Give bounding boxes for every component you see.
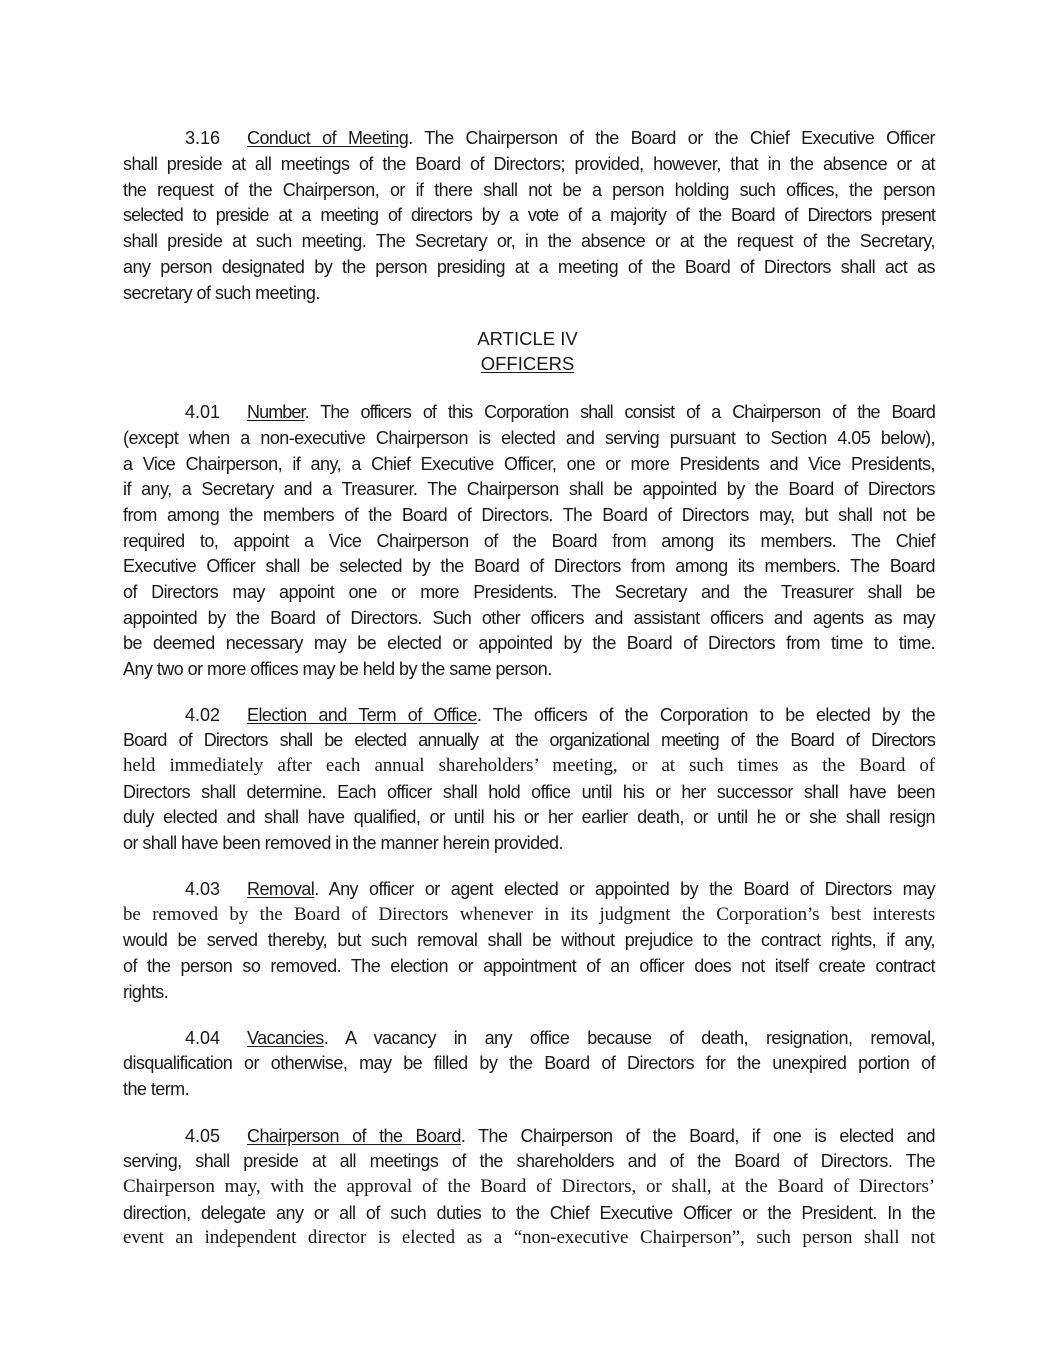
section-number: 4.03 [185, 879, 221, 899]
article-title [0, 353, 1055, 375]
paragraph-line: of the person so removed. The election or appointment of an officer does not itself create contract [123, 956, 935, 976]
paragraph-line: Executive Officer shall be selected by the Board of Directors from among its members. The Board [123, 556, 935, 576]
paragraph-line: Chairperson may, with the approval of the Board of Directors, or shall, at the Board of Directors’ [123, 1176, 935, 1197]
line-text: . The officers of this Corporation shall consist of a Chairperson of the Board [304, 402, 935, 422]
article-label: ARTICLE IV [477, 328, 578, 349]
paragraph-line: the request of the Chairperson, or if there shall not be a person holding such offices, the person [123, 180, 935, 200]
paragraph-line [185, 127, 935, 149]
line-text: . Any officer or agent elected or appointed by the Board of Directors may [314, 879, 935, 899]
paragraph-line: be deemed necessary may be elected or appointed by the Board of Directors from time to time. [123, 633, 935, 653]
section-title: Number [247, 402, 305, 422]
paragraph-line: the term. [123, 1079, 190, 1099]
paragraph-line: appointed by the Board of Directors. Such other officers and assistant officers and agents as may [123, 608, 935, 628]
paragraph-line: event an independent director is elected as a “non-executive Chairperson”, such person shall not [123, 1227, 935, 1248]
paragraph-line [185, 878, 935, 900]
line-text: . The Chairperson of the Board, if one is elected and [460, 1126, 936, 1146]
paragraph-line: direction, delegate any or all of such duties to the Chief Executive Officer or the President. In the [123, 1203, 935, 1223]
paragraph-line [185, 401, 935, 423]
paragraph-line: would be served thereby, but such removal shall be without prejudice to the contract rights, if any, [123, 930, 935, 950]
paragraph-line: required to, appoint a Vice Chairperson of the Board from among its members. The Chief [123, 531, 935, 551]
section-number: 4.01 [185, 402, 221, 422]
paragraph-line: selected to preside at a meeting of directors by a vote of a majority of the Board of Directors present [123, 205, 935, 225]
paragraph-line: a Vice Chairperson, if any, a Chief Executive Officer, one or more Presidents and Vice Presidents, [123, 454, 935, 474]
paragraph-line: shall preside at all meetings of the Board of Directors; provided, however, that in the absence or at [123, 154, 935, 174]
section-number: 4.04 [185, 1028, 221, 1048]
paragraph-line [185, 1027, 935, 1049]
paragraph-line: held immediately after each annual shareholders’ meeting, or at such times as the Board of [123, 755, 935, 776]
section-number: 4.02 [185, 705, 221, 725]
paragraph-line: rights. [123, 982, 169, 1002]
section-number: 4.05 [185, 1126, 221, 1146]
paragraph-line: serving, shall preside at all meetings of the shareholders and of the Board of Directors. The [123, 1151, 935, 1171]
line-text: . A vacancy in any office because of death, resignation, removal, [323, 1028, 935, 1048]
paragraph-line [185, 704, 935, 726]
section-title: Election and Term of Office [247, 705, 477, 725]
section-title: Vacancies [247, 1028, 324, 1048]
paragraph-line: disqualification or otherwise, may be filled by the Board of Directors for the unexpired portion of [123, 1053, 935, 1073]
paragraph-line: duly elected and shall have qualified, or until his or her earlier death, or until he or she shall resign [123, 807, 935, 827]
paragraph-line: of Directors may appoint one or more Presidents. The Secretary and the Treasurer shall be [123, 582, 935, 602]
article-title-text: OFFICERS [480, 353, 575, 374]
paragraph-line: Directors shall determine. Each officer shall hold office until his or her successor shall have been [123, 782, 935, 802]
section-title: Conduct of Meeting [247, 128, 409, 148]
line-text: . The Chairperson of the Board or the Chief Executive Officer [408, 128, 935, 148]
line-text: . The officers of the Corporation to be elected by the [476, 705, 935, 725]
paragraph-line: or shall have been removed in the manner herein provided. [123, 833, 563, 853]
paragraph-line: shall preside at such meeting. The Secretary or, in the absence or at the request of the Secretary, [123, 231, 935, 251]
paragraph-line [185, 1125, 935, 1147]
paragraph-line: any person designated by the person presiding at a meeting of the Board of Directors shall act as [123, 257, 935, 277]
section-number: 3.16 [185, 128, 221, 148]
paragraph-line: secretary of such meeting. [123, 283, 320, 303]
paragraph-line: if any, a Secretary and a Treasurer. The Chairperson shall be appointed by the Board of Directors [123, 479, 935, 499]
section-title: Chairperson of the Board [247, 1126, 461, 1146]
paragraph-line: (except when a non-executive Chairperson is elected and serving pursuant to Section 4.05 below), [123, 428, 935, 448]
paragraph-line: be removed by the Board of Directors whenever in its judgment the Corporation’s best interests [123, 904, 935, 925]
section-title: Removal [247, 879, 315, 899]
paragraph-line: Any two or more offices may be held by the same person. [123, 659, 552, 679]
paragraph-line: Board of Directors shall be elected annually at the organizational meeting of the Board of Directors [123, 730, 935, 750]
paragraph-line: from among the members of the Board of Directors. The Board of Directors may, but shall not be [123, 505, 935, 525]
